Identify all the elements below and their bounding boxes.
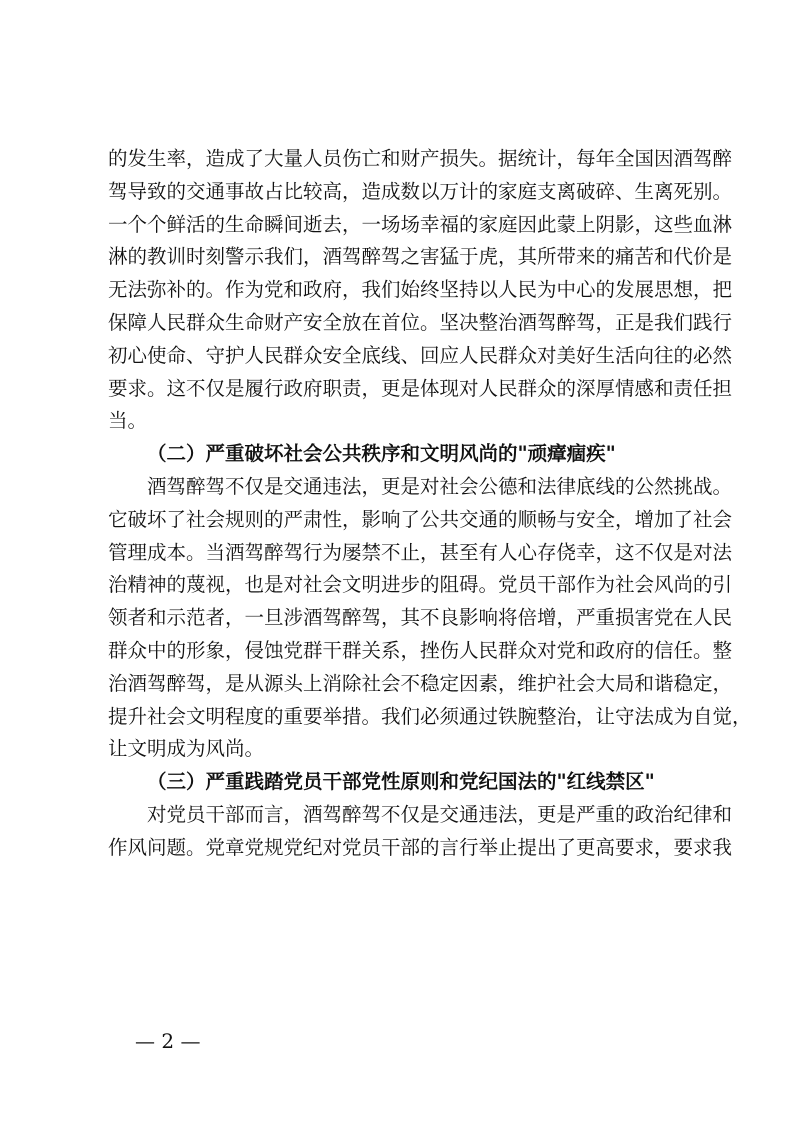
text-line: 群众中的形象，侵蚀党群干群关系，挫伤人民群众对党和政府的信任。整	[108, 638, 733, 662]
text-line: 的发生率，造成了大量人员伤亡和财产损失。据统计，每年全国因酒驾醉	[108, 147, 733, 170]
text-line: 作风问题。党章党规党纪对党员干部的言行举止提出了更高要求，要求我	[108, 835, 733, 859]
text-line: 无法弥补的。作为党和政府，我们始终坚持以人民为中心的发展思想，把	[108, 278, 733, 302]
section-heading: （三）严重践踏党员干部党性原则和党纪国法的"红线禁区"	[147, 770, 655, 794]
text-line: 淋的教训时刻警示我们，酒驾醉驾之害猛于虎，其所带来的痛苦和代价是	[108, 245, 733, 269]
text-line: 初心使命、守护人民群众安全底线、回应人民群众对美好生活向往的必然	[108, 343, 733, 367]
text-line: 酒驾醉驾不仅是交通违法，更是对社会公德和法律底线的公然挑战。	[147, 474, 733, 498]
body-text	[108, 143, 752, 865]
text-line: 治精神的蔑视，也是对社会文明进步的阻碍。党员干部作为社会风尚的引	[108, 573, 733, 597]
text-line: 一个个鲜活的生命瞬间逝去，一场场幸福的家庭因此蒙上阴影，这些血淋	[108, 212, 733, 236]
text-line: 对党员干部而言，酒驾醉驾不仅是交通违法，更是严重的政治纪律和	[147, 802, 733, 826]
section-heading: （二）严重破坏社会公共秩序和文明风尚的"顽瘴痼疾"	[147, 442, 616, 466]
text-line: 让文明成为风尚。	[108, 737, 265, 761]
text-line: 要求。这不仅是履行政府职责，更是体现对人民群众的深厚情感和责任担	[108, 376, 733, 400]
text-line: 领者和示范者，一旦涉酒驾醉驾，其不良影响将倍增，严重损害党在人民	[108, 606, 733, 630]
page-number: — 2 —	[135, 1029, 201, 1053]
text-line: 管理成本。当酒驾醉驾行为屡禁不止，甚至有人心存侥幸，这不仅是对法	[108, 540, 733, 564]
text-line: 当。	[108, 409, 148, 433]
text-line: 保障人民群众生命财产安全放在首位。坚决整治酒驾醉驾，正是我们践行	[108, 310, 733, 334]
text-line: 它破坏了社会规则的严肃性，影响了公共交通的顺畅与安全，增加了社会	[108, 507, 733, 531]
text-line: 提升社会文明程度的重要举措。我们必须通过铁腕整治，让守法成为自觉，	[108, 704, 752, 728]
text-line: 治酒驾醉驾，是从源头上消除社会不稳定因素，维护社会大局和谐稳定，	[108, 671, 733, 695]
text-line: 驾导致的交通事故占比较高，造成数以万计的家庭支离破碎、生离死别。	[108, 179, 733, 203]
